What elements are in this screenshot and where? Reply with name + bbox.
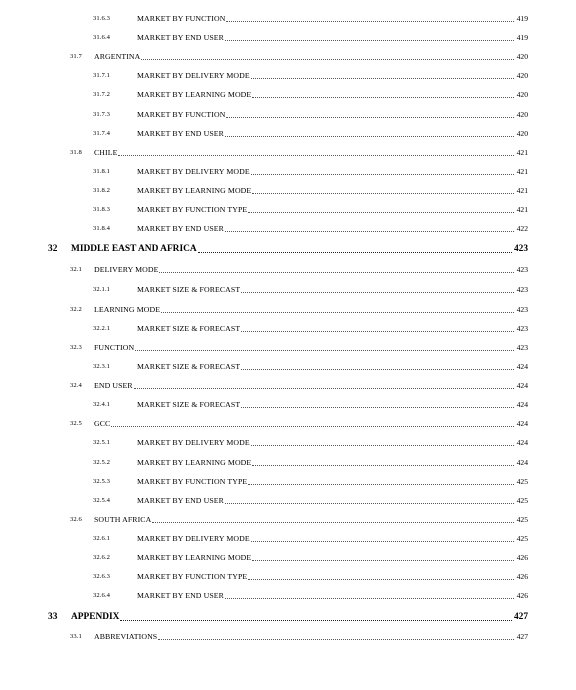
page-number: 423 [513, 244, 528, 254]
dot-leader [251, 174, 514, 175]
section-title: MARKET BY DELIVERY MODE [137, 438, 250, 447]
page-number: 422 [516, 224, 528, 233]
section-title: ABBREVIATIONS [94, 632, 158, 641]
page-number: 423 [516, 324, 528, 333]
page-number: 425 [516, 534, 528, 543]
toc-entry[interactable] [0, 69, 576, 83]
section-title: MARKET SIZE & FORECAST [137, 285, 241, 294]
section-title: MARKET BY END USER [137, 591, 224, 600]
toc-entry[interactable] [0, 222, 576, 236]
page-number: 424 [516, 458, 528, 467]
section-title: MARKET BY END USER [137, 496, 224, 505]
section-title: MARKET BY END USER [137, 224, 224, 233]
section-number: 32.5.1 [93, 439, 111, 446]
dot-leader [158, 639, 514, 640]
toc-entry[interactable] [0, 341, 576, 355]
toc-entry[interactable] [0, 610, 576, 624]
dot-leader [225, 503, 514, 504]
page-number: 425 [516, 477, 528, 486]
toc-entry[interactable] [0, 203, 576, 217]
toc-entry[interactable] [0, 165, 576, 179]
dot-leader [120, 620, 512, 621]
section-title: MARKET BY DELIVERY MODE [137, 71, 250, 80]
toc-entry[interactable] [0, 456, 576, 470]
page-number: 421 [516, 186, 528, 195]
section-title: MARKET BY END USER [137, 33, 224, 42]
dot-leader [241, 292, 514, 293]
toc-entry[interactable] [0, 360, 576, 374]
toc-entry[interactable] [0, 570, 576, 584]
toc-entry[interactable] [0, 589, 576, 603]
page-number: 420 [516, 90, 528, 99]
dot-leader [226, 117, 514, 118]
section-number: 32.6 [70, 516, 82, 523]
page-number: 427 [513, 612, 528, 622]
page-number: 424 [516, 419, 528, 428]
page-number: 426 [516, 553, 528, 562]
dot-leader [251, 78, 514, 79]
dot-leader [251, 541, 514, 542]
toc-entry[interactable] [0, 88, 576, 102]
toc-entry[interactable] [0, 398, 576, 412]
dot-leader [225, 40, 514, 41]
section-title: MARKET BY LEARNING MODE [137, 90, 252, 99]
section-number: 32.5.4 [93, 497, 111, 504]
page-number: 424 [516, 438, 528, 447]
toc-entry[interactable] [0, 12, 576, 26]
page-number: 423 [516, 265, 528, 274]
page-number: 426 [516, 572, 528, 581]
section-number: 32.4.1 [93, 401, 111, 408]
section-title: DELIVERY MODE [94, 265, 159, 274]
page-number: 420 [516, 71, 528, 80]
section-number: 32.1.1 [93, 286, 111, 293]
section-title: MARKET SIZE & FORECAST [137, 400, 241, 409]
section-title: MARKET BY FUNCTION TYPE [137, 477, 248, 486]
page-number: 420 [516, 129, 528, 138]
section-title: FUNCTION [94, 343, 135, 352]
section-title: MARKET BY FUNCTION [137, 14, 226, 23]
section-title: MARKET SIZE & FORECAST [137, 324, 241, 333]
toc-entry[interactable] [0, 184, 576, 198]
toc-entry[interactable] [0, 263, 576, 277]
toc-entry[interactable] [0, 513, 576, 527]
toc-entry[interactable] [0, 242, 576, 256]
page-number: 423 [516, 305, 528, 314]
section-title: MARKET BY LEARNING MODE [137, 458, 252, 467]
toc-entry[interactable] [0, 31, 576, 45]
section-number: 31.8 [70, 149, 82, 156]
page-number: 421 [516, 167, 528, 176]
section-number: 32.5 [70, 420, 82, 427]
section-number: 32.6.3 [93, 573, 111, 580]
section-number: 33 [48, 612, 58, 622]
dot-leader [241, 331, 514, 332]
toc-entry[interactable] [0, 494, 576, 508]
dot-leader [159, 272, 514, 273]
section-number: 32.1 [70, 266, 82, 273]
section-number: 32.6.1 [93, 535, 111, 542]
section-title: ARGENTINA [94, 52, 141, 61]
dot-leader [225, 598, 514, 599]
toc-entry[interactable] [0, 379, 576, 393]
section-number: 32 [48, 244, 58, 254]
dot-leader [248, 579, 514, 580]
section-number: 32.5.3 [93, 478, 111, 485]
dot-leader [225, 231, 514, 232]
dot-leader [118, 155, 514, 156]
dot-leader [248, 484, 514, 485]
dot-leader [241, 369, 514, 370]
page-number: 419 [516, 14, 528, 23]
section-number: 32.3.1 [93, 363, 111, 370]
section-number: 32.3 [70, 344, 82, 351]
toc-entry[interactable] [0, 146, 576, 160]
page-number: 424 [516, 362, 528, 371]
toc-entry[interactable] [0, 475, 576, 489]
section-number: 31.7.2 [93, 91, 111, 98]
toc-entry[interactable] [0, 532, 576, 546]
section-title: MARKET BY DELIVERY MODE [137, 167, 250, 176]
toc-entry[interactable] [0, 303, 576, 317]
page-number: 421 [516, 205, 528, 214]
dot-leader [251, 445, 514, 446]
dot-leader [252, 560, 514, 561]
page-number: 425 [516, 515, 528, 524]
dot-leader [141, 59, 514, 60]
toc-entry[interactable] [0, 322, 576, 336]
section-number: 32.5.2 [93, 459, 111, 466]
toc-entry[interactable] [0, 417, 576, 431]
toc-entry[interactable] [0, 50, 576, 64]
toc-entry[interactable] [0, 551, 576, 565]
dot-leader [252, 465, 514, 466]
dot-leader [252, 97, 514, 98]
section-number: 32.4 [70, 382, 82, 389]
section-title: CHILE [94, 148, 118, 157]
page-number: 423 [516, 343, 528, 352]
page-number: 425 [516, 496, 528, 505]
page-number: 426 [516, 591, 528, 600]
section-number: 32.2.1 [93, 325, 111, 332]
section-title: MARKET BY FUNCTION TYPE [137, 205, 248, 214]
dot-leader [241, 407, 514, 408]
section-number: 31.8.2 [93, 187, 111, 194]
dot-leader [111, 426, 514, 427]
page-number: 420 [516, 52, 528, 61]
section-number: 31.7.4 [93, 130, 111, 137]
dot-leader [135, 350, 514, 351]
toc-entry[interactable] [0, 283, 576, 297]
section-number: 31.8.1 [93, 168, 111, 175]
section-number: 33.1 [70, 633, 82, 640]
dot-leader [161, 312, 514, 313]
section-title: MARKET BY LEARNING MODE [137, 186, 252, 195]
section-number: 32.6.2 [93, 554, 111, 561]
dot-leader [134, 388, 514, 389]
section-number: 31.6.4 [93, 34, 111, 41]
toc-entry[interactable] [0, 436, 576, 450]
section-title: MARKET BY DELIVERY MODE [137, 534, 250, 543]
section-title: APPENDIX [71, 612, 120, 622]
section-number: 31.6.3 [93, 15, 111, 22]
page-number: 419 [516, 33, 528, 42]
dot-leader [152, 522, 514, 523]
section-title: GCC [94, 419, 111, 428]
page-number: 423 [516, 285, 528, 294]
toc-entry[interactable] [0, 127, 576, 141]
section-number: 31.7.1 [93, 72, 111, 79]
dot-leader [198, 252, 512, 253]
section-title: LEARNING MODE [94, 305, 161, 314]
section-title: MARKET BY FUNCTION [137, 110, 226, 119]
dot-leader [226, 21, 514, 22]
page-number: 427 [516, 632, 528, 641]
toc-entry[interactable] [0, 108, 576, 122]
page-number: 421 [516, 148, 528, 157]
section-number: 31.8.4 [93, 225, 111, 232]
section-number: 31.8.3 [93, 206, 111, 213]
section-title: MIDDLE EAST AND AFRICA [71, 244, 197, 254]
section-title: MARKET SIZE & FORECAST [137, 362, 241, 371]
section-number: 31.7.3 [93, 111, 111, 118]
section-number: 32.2 [70, 306, 82, 313]
section-title: MARKET BY FUNCTION TYPE [137, 572, 248, 581]
section-number: 31.7 [70, 53, 82, 60]
page-number: 424 [516, 381, 528, 390]
page-number: 424 [516, 400, 528, 409]
section-title: MARKET BY END USER [137, 129, 224, 138]
toc-entry[interactable] [0, 630, 576, 644]
section-title: SOUTH AFRICA [94, 515, 152, 524]
dot-leader [252, 193, 514, 194]
section-title: END USER [94, 381, 133, 390]
dot-leader [248, 212, 514, 213]
section-title: MARKET BY LEARNING MODE [137, 553, 252, 562]
page-number: 420 [516, 110, 528, 119]
section-number: 32.6.4 [93, 592, 111, 599]
dot-leader [225, 136, 514, 137]
